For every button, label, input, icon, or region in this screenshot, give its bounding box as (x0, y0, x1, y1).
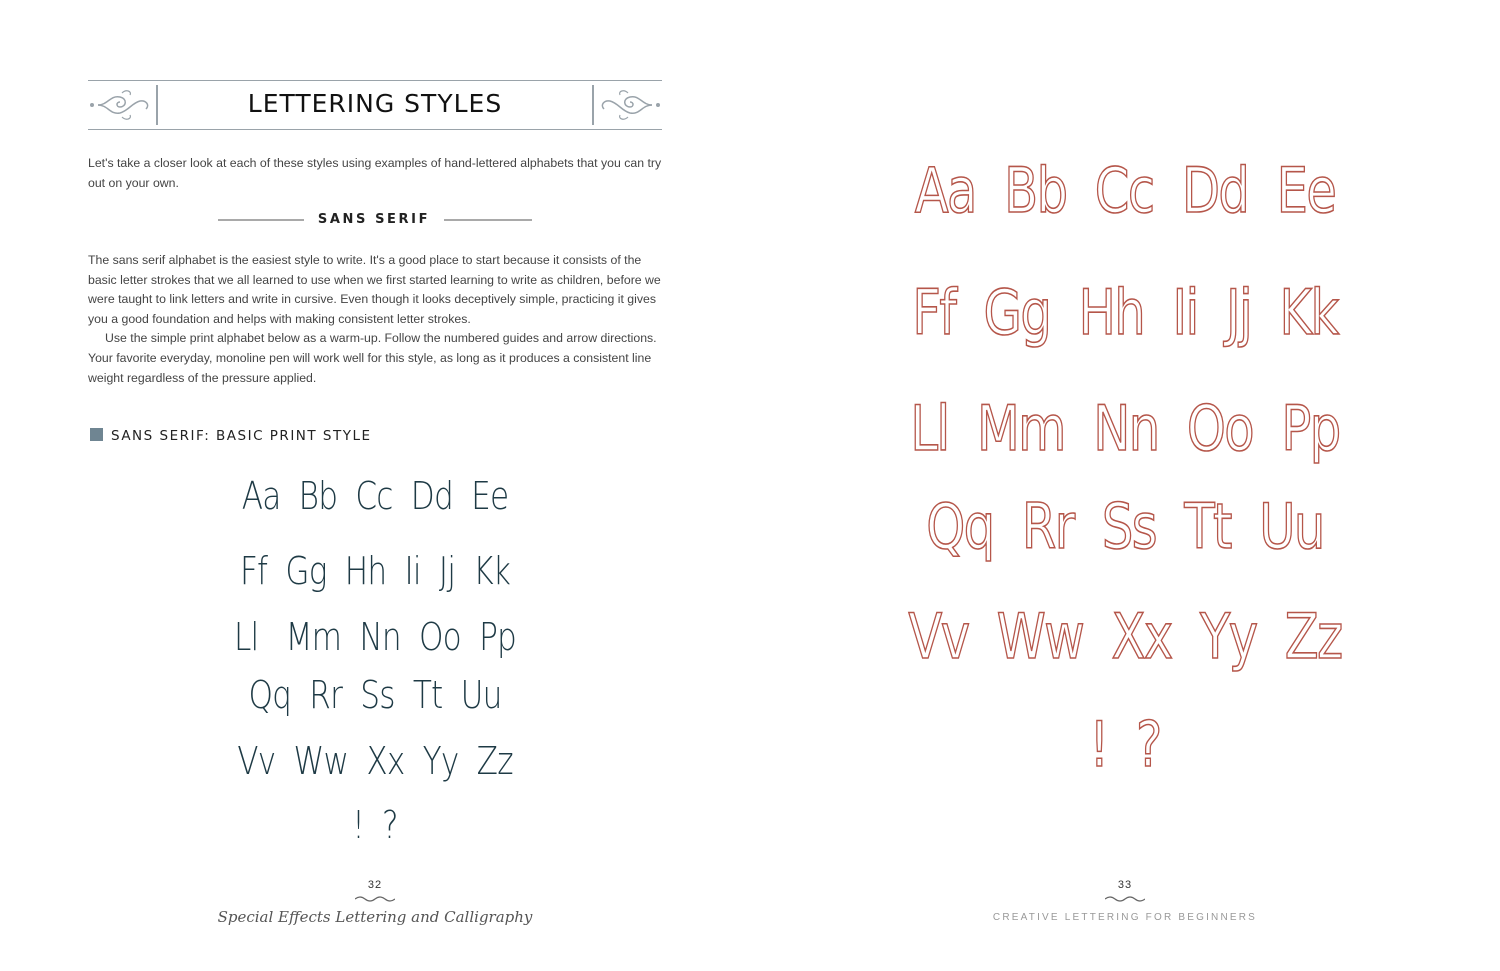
page-number: 32 (367, 879, 383, 891)
print-alphabet-row: Aa Bb Cc Dd Ee (241, 474, 509, 518)
running-footer: CREATIVE LETTERING FOR BEGINNERS (992, 912, 1258, 923)
tracing-alphabet-row: Aa Bb Cc Dd Ee (914, 154, 1336, 227)
banner-bar-left (156, 85, 158, 125)
print-alphabet-row: Ff Gg Hh Ii Jj Kk (239, 549, 511, 593)
subheading: SANS SERIF: BASIC PRINT STYLE (111, 428, 372, 444)
tracing-alphabet-row: ! ? (1089, 708, 1161, 781)
flourish-ornament-icon (598, 87, 662, 123)
banner-bar-right (592, 85, 594, 125)
section-heading: SANS SERIF (317, 212, 431, 227)
tracing-alphabet-row: Vv Ww Xx Yy Zz (908, 600, 1342, 673)
wave-divider-icon (1105, 895, 1145, 903)
tracing-alphabet-row: Qq Rr Ss Tt Uu (926, 490, 1324, 563)
title-banner (88, 80, 662, 130)
flourish-ornament-icon (88, 87, 152, 123)
page-title: LETTERING STYLES (247, 89, 503, 118)
section-rule-right (444, 219, 532, 221)
subheading-marker (90, 428, 103, 441)
tracing-alphabet-row: Ff Gg Hh Ii Jj Kk (912, 276, 1338, 349)
section-rule-left (218, 219, 304, 221)
page-number: 33 (1117, 879, 1133, 891)
print-alphabet-row: Vv Ww Xx Yy Zz (237, 739, 513, 783)
print-alphabet-row: Qq Rr Ss Tt Uu (248, 673, 502, 717)
body-text (88, 251, 662, 388)
running-footer: Special Effects Lettering and Calligraphy (217, 908, 533, 926)
tracing-alphabet-row: Ll Mm Nn Oo Pp (910, 392, 1340, 465)
intro-paragraph: Let's take a closer look at each of these styles using examples of hand-lettered alphabets that you can try out on your own. (88, 156, 662, 190)
body-paragraph-2: Use the simple print alphabet below as a warm-up. Follow the numbered guides and arrow directions. Your favorite everyday, monoline pen will work well for this style, as long as it produces a consistent line weight regardless of the pressure applied. (88, 331, 657, 385)
right-page (750, 0, 1500, 971)
wave-divider-icon (355, 895, 395, 903)
print-alphabet-row: Ll Mm Nn Oo Pp (233, 615, 517, 659)
print-alphabet-row: ! ? (352, 803, 398, 847)
body-paragraph: The sans serif alphabet is the easiest style to write. It's a good place to start because it consists of the basic letter strokes that we all learned to use when we first started learning to write as children, before we were taught to link letters and write in cursive. Even though it looks deceptively simple, practicing it gives you a good foundation and helps with making consistent letter strokes. (88, 253, 661, 326)
